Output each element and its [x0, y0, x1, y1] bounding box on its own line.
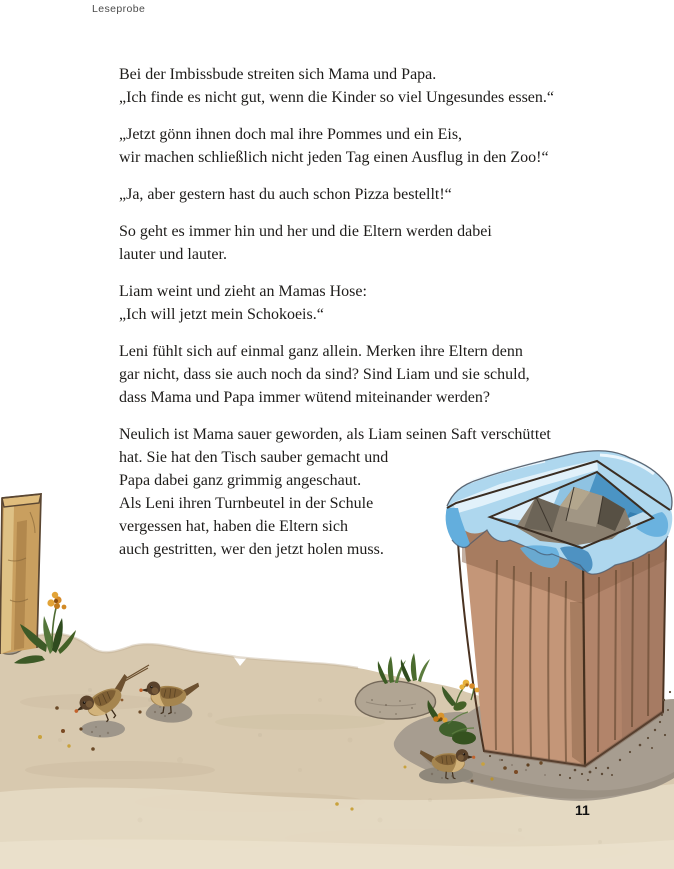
story-line: dass Mama und Papa immer wütend miteinander werden?: [119, 389, 490, 406]
story-text: [119, 49, 619, 575]
story-line: Als Leni ihren Turnbeutel in der Schule: [119, 495, 374, 512]
story-line: Papa dabei ganz grimmig angeschaut.: [119, 472, 362, 489]
story-line: vergessen hat, haben die Eltern sich: [119, 518, 348, 535]
story-line: Bei der Imbissbude streiten sich Mama und Papa.: [119, 66, 437, 83]
story-line: „Jetzt gönn ihnen doch mal ihre Pommes und ein Eis,: [119, 126, 463, 143]
wooden-post: [0, 494, 41, 654]
story-line: „Ja, aber gestern hast du auch schon Pizza bestellt!“: [119, 186, 452, 203]
story-line: wir machen schließlich nicht jeden Tag einen Ausflug in den Zoo!“: [119, 149, 549, 166]
story-line: So geht es immer hin und her und die Eltern werden dabei: [119, 223, 492, 240]
story-line: gar nicht, dass sie auch noch da sind? Sind Liam und sie schuld,: [119, 366, 530, 383]
story-line: Neulich ist Mama sauer geworden, als Liam seinen Saft verschüttet: [119, 426, 551, 443]
page-number: 11: [575, 802, 590, 818]
story-line: „Ich finde es nicht gut, wenn die Kinder so viel Ungesundes essen.“: [119, 89, 554, 106]
story-line: Liam weint und zieht an Mamas Hose:: [119, 283, 367, 300]
preview-label: Leseprobe: [92, 3, 146, 15]
story-line: hat. Sie hat den Tisch sauber gemacht und: [119, 449, 389, 466]
story-line: Leni fühlt sich auf einmal ganz allein. Merken ihre Eltern denn: [119, 343, 523, 360]
story-line: auch gestritten, wer den jetzt holen muss.: [119, 541, 384, 558]
story-line: lauter und lauter.: [119, 246, 227, 263]
story-line: „Ich will jetzt mein Schokoeis.“: [119, 306, 324, 323]
